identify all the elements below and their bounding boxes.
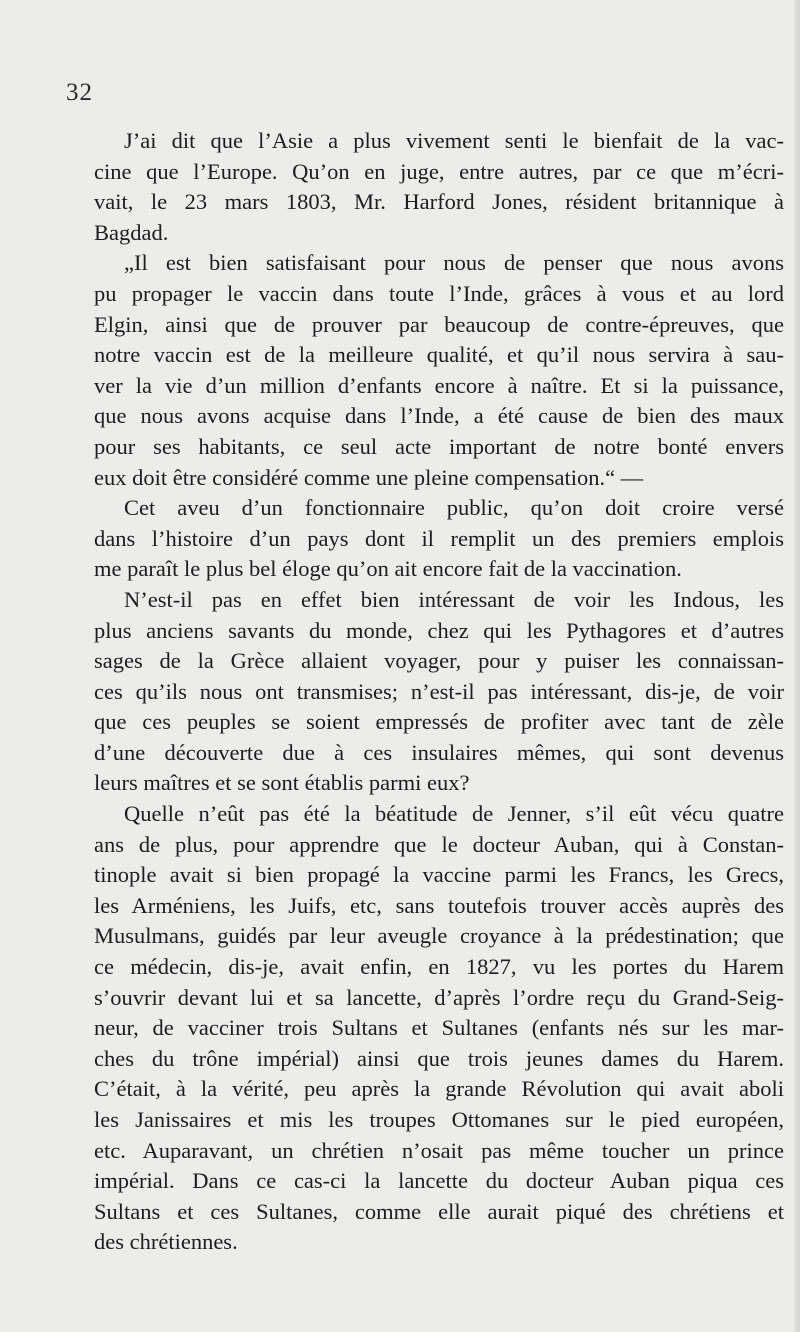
page-number: 32: [66, 79, 93, 106]
text-line: N’est-il pas en effet bien intéressant de voir les Indous, les: [124, 586, 784, 612]
text-line: notre vaccin est de la meilleure qualité, et qu’il nous servira à sau-: [94, 342, 784, 368]
text-line: que nous avons acquise dans l’Inde, a été cause de bien des maux: [94, 403, 784, 429]
text-line: etc. Auparavant, un chrétien n’osait pas même toucher un prince: [94, 1137, 784, 1163]
text-line: ches du trône impérial) ainsi que trois jeunes dames du Harem.: [94, 1045, 784, 1071]
text-line: vait, le 23 mars 1803, Mr. Harford Jones, résident britannique à: [94, 189, 784, 215]
text-line: s’ouvrir devant lui et sa lancette, d’après l’ordre reçu du Grand-Seig-: [94, 984, 784, 1010]
text-line: ces qu’ils nous ont transmises; n’est-il pas intéressant, dis-je, de voir: [94, 678, 784, 704]
text-line: les Janissaires et mis les troupes Ottomanes sur le pied européen,: [94, 1107, 784, 1132]
text-line: les Arméniens, les Juifs, etc, sans toutefois trouver accès auprès des: [94, 892, 784, 918]
text-line: Cet aveu d’un fonctionnaire public, qu’on doit croire versé: [124, 495, 784, 521]
text-line: sages de la Grèce allaient voyager, pour y puiser les connaissan-: [94, 648, 784, 674]
text-line: pu propager le vaccin dans toute l’Inde, grâces à vous et au lord: [94, 280, 784, 306]
text-line: Sultans et ces Sultanes, comme elle aurait piqué des chrétiens et: [94, 1198, 784, 1224]
body-text: [94, 126, 784, 1258]
text-line: C’était, à la vérité, peu après la grande Révolution qui avait aboli: [94, 1076, 784, 1102]
text-line: ans de plus, pour apprendre que le docteur Auban, qui à Constan-: [94, 831, 784, 857]
text-line: eux doit être considéré comme une pleine compensation.“ —: [94, 464, 644, 490]
text-line: Elgin, ainsi que de prouver par beaucoup de contre-épreuves, que: [94, 311, 784, 337]
text-line: plus anciens savants du monde, chez qui les Pythagores et d’autres: [94, 617, 784, 643]
text-line: Musulmans, guidés par leur aveugle croyance à la prédestination; que: [94, 923, 784, 949]
text-line: neur, de vacciner trois Sultans et Sultanes (enfants nés sur les mar-: [94, 1015, 784, 1041]
text-line: cine que l’Europe. Qu’on en juge, entre autres, par ce que m’écri-: [94, 158, 784, 184]
text-line: J’ai dit que l’Asie a plus vivement senti le bienfait de la vac-: [124, 128, 784, 153]
text-line: „Il est bien satisfaisant pour nous de penser que nous avons: [124, 250, 784, 276]
text-line: que ces peuples se soient empressés de profiter avec tant de zèle: [94, 709, 784, 735]
text-line: leurs maîtres et se sont établis parmi eux?: [94, 770, 470, 796]
text-line: impérial. Dans ce cas-ci la lancette du docteur Auban piqua ces: [94, 1168, 784, 1194]
text-line: d’une découverte due à ces insulaires mêmes, qui sont devenus: [94, 739, 784, 765]
text-line: pour ses habitants, ce seul acte important de notre bonté envers: [94, 433, 784, 459]
text-line: dans l’histoire d’un pays dont il remplit un des premiers emplois: [94, 525, 784, 551]
text-line: des chrétiennes.: [94, 1229, 238, 1255]
text-line: Quelle n’eût pas été la béatitude de Jenner, s’il eût vécu quatre: [124, 801, 784, 827]
text-line: ver la vie d’un million d’enfants encore à naître. Et si la puissance,: [94, 372, 784, 398]
text-line: ce médecin, dis-je, avait enfin, en 1827, vu les portes du Harem: [94, 954, 784, 980]
page-edge: [794, 0, 800, 1332]
text-line: me paraît le plus bel éloge qu’on ait encore fait de la vaccination.: [94, 556, 682, 582]
text-line: Bagdad.: [94, 219, 169, 245]
text-line: tinople avait si bien propagé la vaccine parmi les Francs, les Grecs,: [94, 862, 784, 888]
